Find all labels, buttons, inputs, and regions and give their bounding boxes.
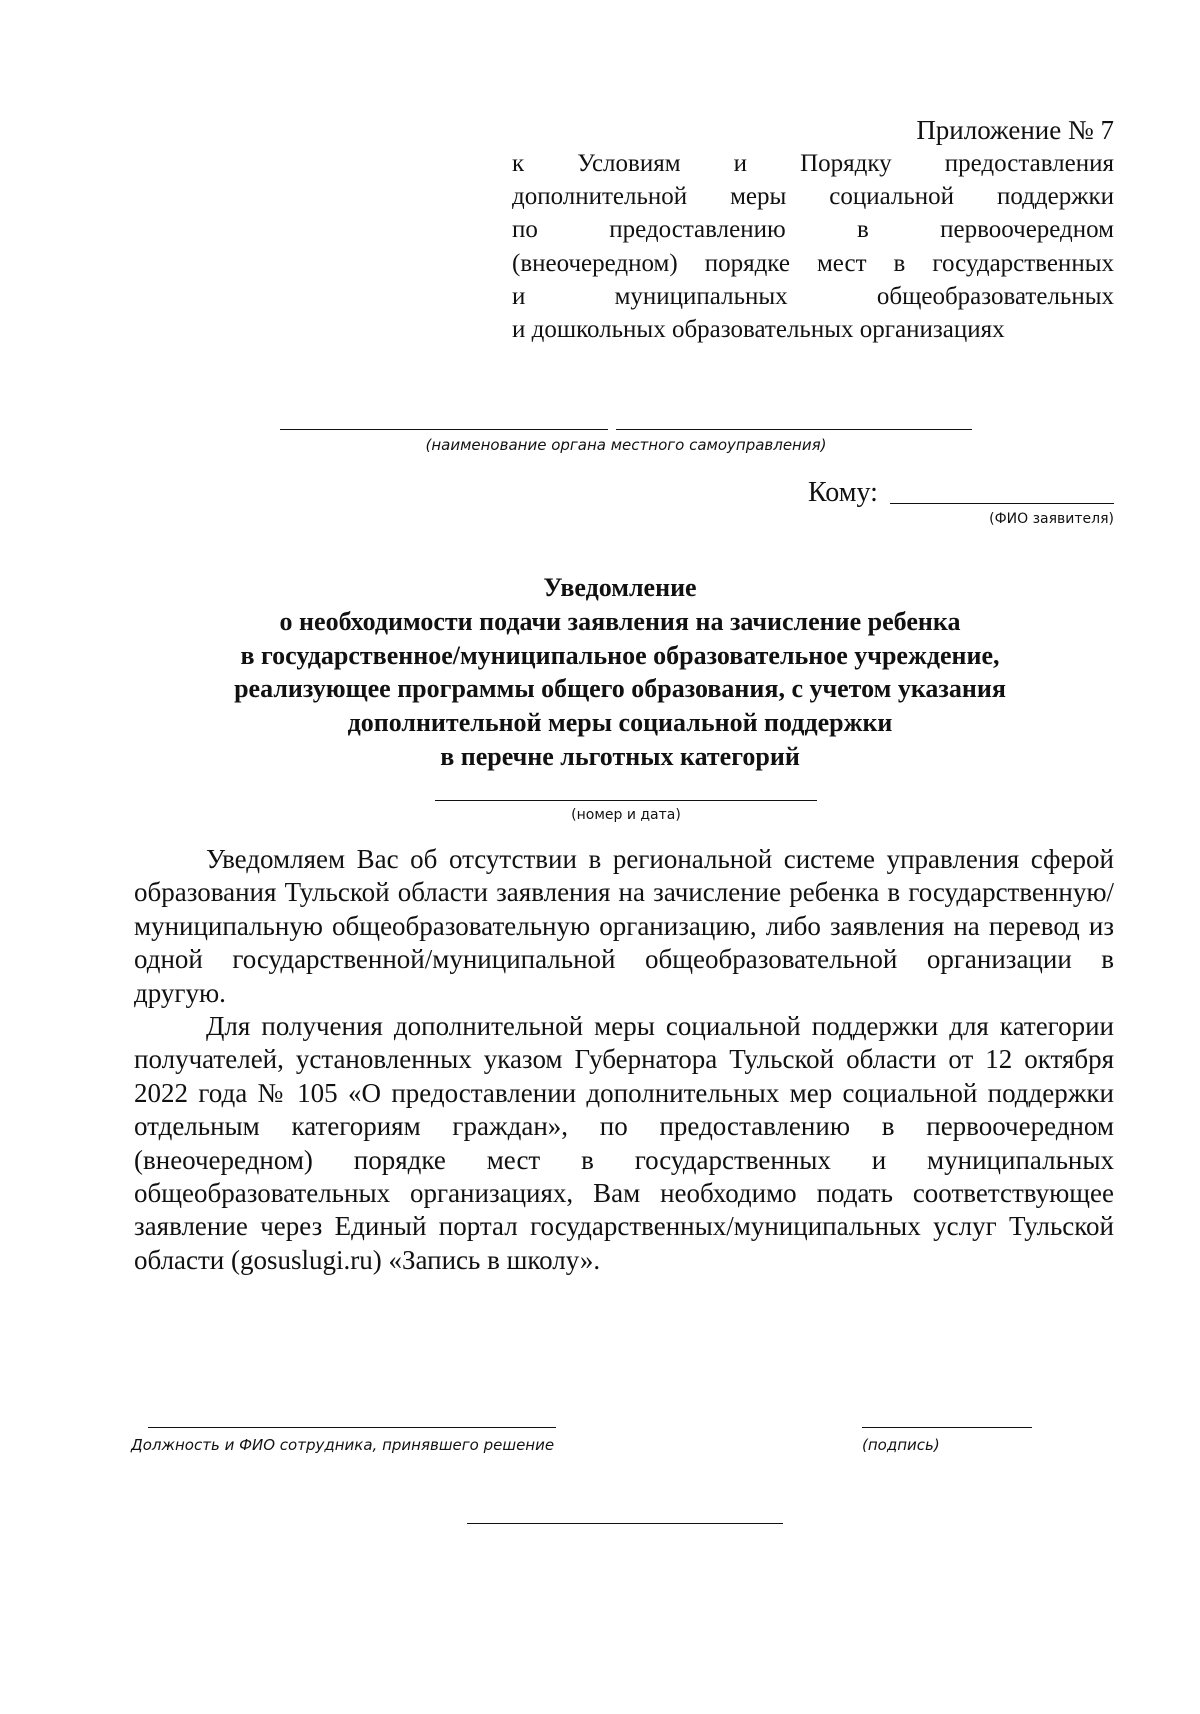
notice-body: [134, 843, 1114, 1277]
notice-title-line: дополнительной меры социальной поддержки: [347, 708, 893, 738]
signature-caption: (подпись): [862, 1436, 940, 1454]
appendix-line: и дошкольных образовательных организациях: [512, 316, 1005, 344]
appendix-title: Приложение № 7: [916, 115, 1114, 145]
notice-title: [170, 571, 1070, 774]
number-date-caption: (номер и дата): [571, 807, 681, 823]
appendix-line: по предоставлению в первоочередном: [512, 216, 1114, 244]
appendix-reference: [512, 147, 1114, 346]
recipient-label: Кому:: [808, 477, 878, 508]
position-name-caption: Должность и ФИО сотрудника, принявшего решение: [131, 1436, 555, 1454]
authority-name-caption: (наименование органа местного самоуправления): [425, 436, 827, 454]
notice-paragraph: Для получения дополнительной меры социальной поддержки для категории получателей, установленных указом Губернатора Тульской области от 12 октября 2022 года № 105 «О предоставлении дополнительных мер социальной поддержки отдельным категориям граждан», по предоставлению в первоочередном (внеочередном) порядке мест в государственных и муниципальных общеобразовательных организациях, Вам необходимо подать соответствующее заявление через Единый портал государственных/муниципальных услуг Тульской области (gosuslugi.ru) «Запись в школу».: [134, 1011, 1114, 1275]
closing-separator-line: [467, 1523, 783, 1524]
authority-name-line-right: [616, 429, 972, 430]
notice-title-line: в перечне льготных категорий: [440, 741, 800, 771]
number-date-line: [435, 800, 817, 801]
appendix-line: и муниципальных общеобразовательных: [512, 282, 1114, 310]
notice-title-line: в государственное/муниципальное образовательное учреждение,: [240, 640, 1000, 670]
recipient-name-caption: (ФИО заявителя): [989, 511, 1114, 527]
notice-title-line: Уведомление: [543, 573, 697, 602]
position-name-line: [148, 1427, 556, 1428]
notice-paragraph: Уведомляем Вас об отсутствии в региональной системе управления сферой образования Тульской области заявления на зачисление ребенка в государственную/муниципальную общеобразовательную организацию, либо заявления на перевод из одной государственной/муниципальной общеобразовательной организации в другую.: [134, 844, 1114, 1008]
appendix-line: (внеочередном) порядке мест в государственных: [512, 249, 1114, 277]
appendix-line: к Условиям и Порядку предоставления: [512, 150, 1114, 177]
notice-title-line: о необходимости подачи заявления на зачисление ребенка: [279, 606, 961, 636]
recipient-name-line: [890, 503, 1114, 504]
authority-name-line-left: [280, 429, 608, 430]
notice-title-line: реализующее программы общего образования, с учетом указания: [234, 674, 1006, 704]
signature-line: [862, 1427, 1032, 1428]
appendix-line: дополнительной меры социальной поддержки: [512, 183, 1114, 211]
